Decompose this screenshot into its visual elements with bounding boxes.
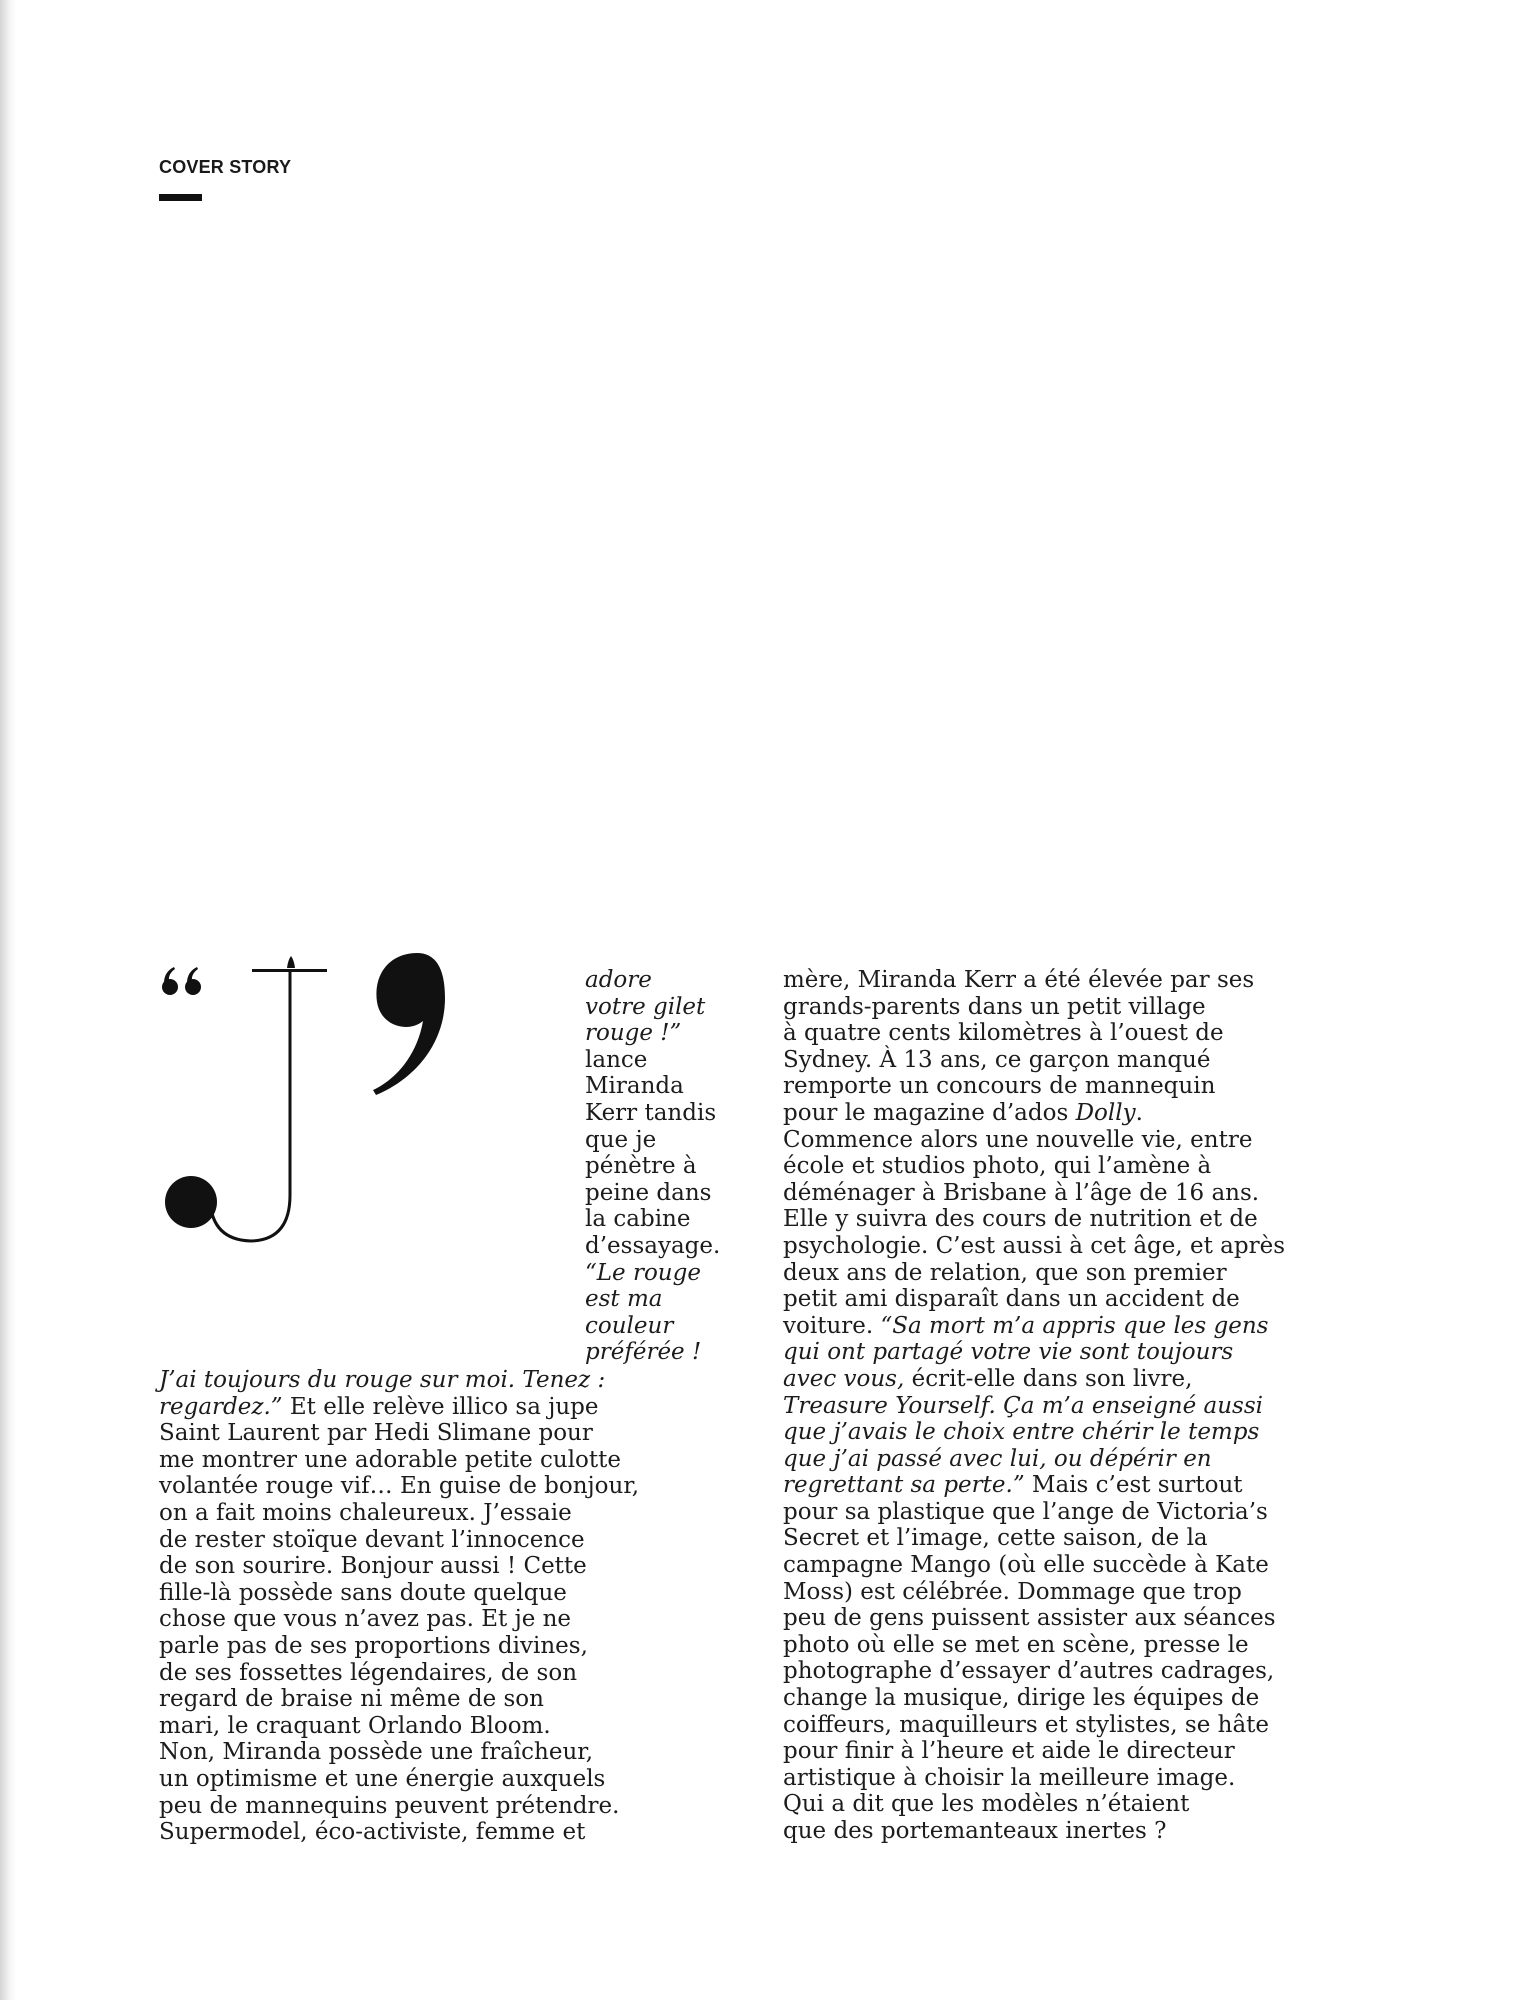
article-line (783, 1658, 1285, 1685)
text-run: un optimisme et une énergie auxquels (159, 1765, 606, 1792)
article-line (783, 1446, 1285, 1473)
article-line (159, 1793, 639, 1820)
article-line (585, 1180, 720, 1207)
article-line (783, 1685, 1285, 1712)
article-line (783, 1206, 1285, 1233)
text-run: que j’avais le choix entre chérir le temps (783, 1419, 1260, 1446)
article-line (159, 1473, 639, 1500)
text-run: artistique à choisir la meilleure image. (783, 1764, 1236, 1791)
column-b-text (159, 1367, 639, 1846)
text-run: pour sa plastique que l’ange de Victoria’s (783, 1498, 1268, 1525)
text-run: photographe d’essayer d’autres cadrages, (783, 1658, 1275, 1685)
text-run: couleur (585, 1312, 674, 1339)
text-run: Sydney. À 13 ans, ce garçon manqué (783, 1046, 1211, 1073)
text-run: peu de mannequins peuvent prétendre. (159, 1792, 620, 1819)
article-line (159, 1580, 639, 1607)
text-run: école et studios photo, qui l’amène à (783, 1153, 1212, 1180)
text-run: que je (585, 1126, 657, 1153)
text-run: “Sa mort m’a appris que les gens (880, 1312, 1269, 1339)
text-run: “Le rouge (585, 1259, 701, 1286)
text-run: pour finir à l’heure et aide le directeur (783, 1738, 1235, 1765)
section-label: COVER STORY (159, 157, 292, 177)
text-run: Kerr tandis (585, 1099, 717, 1126)
column-c-text (783, 967, 1285, 1845)
text-run: regardez.” (159, 1393, 283, 1420)
article-line (585, 1313, 720, 1340)
text-run: de ses fossettes légendaires, de son (159, 1659, 578, 1686)
text-run: de rester stoïque devant l’innocence (159, 1526, 585, 1553)
text-run: photo où elle se met en scène, presse le (783, 1631, 1249, 1658)
article-line (585, 1153, 720, 1180)
article-line (159, 1447, 639, 1474)
article-line (159, 1500, 639, 1527)
article-line (783, 1579, 1285, 1606)
text-run: regrettant sa perte.” (783, 1472, 1025, 1499)
article-line (783, 1366, 1285, 1393)
article-line (783, 1180, 1285, 1207)
article-line (783, 1153, 1285, 1180)
text-run: parle pas de ses proportions divines, (159, 1632, 588, 1659)
text-run: Miranda (585, 1073, 684, 1100)
text-run: pénètre à (585, 1153, 697, 1180)
text-run: chose que vous n’avez pas. Et je ne (159, 1606, 572, 1633)
article-line (783, 967, 1285, 994)
drop-cap-apostrophe (373, 953, 445, 1095)
text-run: Treasure Yourself. Ça m’a enseigné aussi (783, 1392, 1264, 1419)
text-run: mari, le craquant Orlando Bloom. (159, 1712, 551, 1739)
text-run: Moss) est célébrée. Dommage que trop (783, 1578, 1242, 1605)
text-run: lance (585, 1046, 648, 1073)
text-run: peine dans (585, 1179, 712, 1206)
article-line (159, 1739, 639, 1766)
text-run: change la musique, dirige les équipes de (783, 1685, 1260, 1712)
article-line (159, 1553, 639, 1580)
article-line (159, 1367, 639, 1394)
text-run: Qui a dit que les modèles n’étaient (783, 1791, 1190, 1818)
text-run: regard de braise ni même de son (159, 1686, 544, 1713)
article-line (585, 1127, 720, 1154)
article-line (585, 994, 720, 1021)
article-line (585, 967, 720, 994)
text-run: votre gilet (585, 993, 706, 1020)
text-run: petit ami disparaît dans un accident de (783, 1286, 1240, 1313)
article-line (783, 1712, 1285, 1739)
article-line (585, 1233, 720, 1260)
article-line (783, 1738, 1285, 1765)
article-line (783, 994, 1285, 1021)
column-a-dropcap-wrap (585, 967, 720, 1366)
opening-quote-mark (162, 967, 201, 995)
article-line (159, 1420, 639, 1447)
text-run: J’ai toujours du rouge sur moi. Tenez : (159, 1367, 606, 1393)
article-line (159, 1606, 639, 1633)
text-run: campagne Mango (où elle succède à Kate (783, 1552, 1269, 1579)
article-line (783, 1525, 1285, 1552)
text-run: me montrer une adorable petite culotte (159, 1446, 621, 1473)
text-run: la cabine (585, 1206, 691, 1233)
article-line (159, 1633, 639, 1660)
article-line (159, 1660, 639, 1687)
article-line (783, 1632, 1285, 1659)
text-run: Secret et l’image, cette saison, de la (783, 1525, 1208, 1552)
article-line (783, 1073, 1285, 1100)
text-run: Supermodel, éco-activiste, femme et (159, 1819, 586, 1846)
text-run: peu de gens puissent assister aux séances (783, 1605, 1276, 1632)
text-run: deux ans de relation, que son premier (783, 1259, 1227, 1286)
article-line (783, 1020, 1285, 1047)
text-run: écrit-elle dans son livre, (904, 1365, 1193, 1392)
text-run: coiffeurs, maquilleurs et stylistes, se hâte (783, 1711, 1270, 1738)
text-run: grands-parents dans un petit village (783, 993, 1206, 1020)
article-line (783, 1047, 1285, 1074)
drop-cap-letter-j (165, 956, 327, 1241)
text-run: adore (585, 967, 652, 993)
article-line (783, 1818, 1285, 1845)
text-run: préférée ! (585, 1339, 702, 1366)
article-line (585, 1260, 720, 1287)
section-rule (159, 194, 202, 201)
text-run: on a fait moins chaleureux. J’essaie (159, 1499, 572, 1526)
article-line (585, 1286, 720, 1313)
article-line (159, 1819, 639, 1846)
article-line (783, 1419, 1285, 1446)
article-line (783, 1765, 1285, 1792)
text-run: Non, Miranda possède une fraîcheur, (159, 1739, 594, 1766)
article-line (159, 1527, 639, 1554)
text-run: Commence alors une nouvelle vie, entre (783, 1126, 1253, 1153)
article-line (159, 1686, 639, 1713)
article-line (783, 1791, 1285, 1818)
text-run: Elle y suivra des cours de nutrition et de (783, 1206, 1258, 1233)
text-run: rouge !” (585, 1020, 682, 1047)
article-line (159, 1394, 639, 1421)
article-line (783, 1472, 1285, 1499)
article-line (585, 1206, 720, 1233)
text-run: que des portemanteaux inertes ? (783, 1818, 1167, 1844)
article-line (585, 1100, 720, 1127)
article-line (585, 1020, 720, 1047)
text-run: de son sourire. Bonjour aussi ! Cette (159, 1553, 587, 1580)
text-run: . (1135, 1099, 1143, 1126)
article-line (783, 1233, 1285, 1260)
page-gutter-shadow (0, 0, 16, 2000)
text-run: qui ont partagé votre vie sont toujours (783, 1339, 1234, 1366)
text-run: Mais c’est surtout (1024, 1472, 1243, 1499)
article-line (585, 1339, 720, 1366)
drop-cap (155, 950, 555, 1290)
text-run: remporte un concours de mannequin (783, 1073, 1216, 1100)
article-line (783, 1260, 1285, 1287)
text-run: déménager à Brisbane à l’âge de 16 ans. (783, 1179, 1260, 1206)
text-run: psychologie. C’est aussi à cet âge, et après (783, 1232, 1286, 1259)
text-run: d’essayage. (585, 1232, 721, 1259)
text-run: volantée rouge vif… En guise de bonjour, (159, 1473, 640, 1500)
article-line (783, 1286, 1285, 1313)
text-run: mère, Miranda Kerr a été élevée par ses (783, 967, 1255, 993)
article-line (783, 1100, 1285, 1127)
article-line (783, 1499, 1285, 1526)
text-run: fille-là possède sans doute quelque (159, 1579, 567, 1606)
text-run: est ma (585, 1286, 663, 1313)
text-run: à quatre cents kilomètres à l’ouest de (783, 1020, 1224, 1047)
article-line (783, 1605, 1285, 1632)
article-line (585, 1047, 720, 1074)
text-run: Dolly (1075, 1099, 1136, 1126)
article-line (783, 1127, 1285, 1154)
article-line (783, 1393, 1285, 1420)
text-run: Et elle relève illico sa jupe (282, 1393, 599, 1420)
article-line (159, 1766, 639, 1793)
article-line (783, 1313, 1285, 1340)
article-line (159, 1713, 639, 1740)
text-run: Saint Laurent par Hedi Slimane pour (159, 1420, 593, 1447)
article-line (783, 1339, 1285, 1366)
text-run: avec vous, (783, 1365, 905, 1392)
text-run: voiture. (783, 1312, 881, 1339)
article-line (585, 1073, 720, 1100)
article-line (783, 1552, 1285, 1579)
text-run: pour le magazine d’ados (783, 1099, 1076, 1126)
text-run: que j’ai passé avec lui, ou dépérir en (783, 1445, 1212, 1472)
